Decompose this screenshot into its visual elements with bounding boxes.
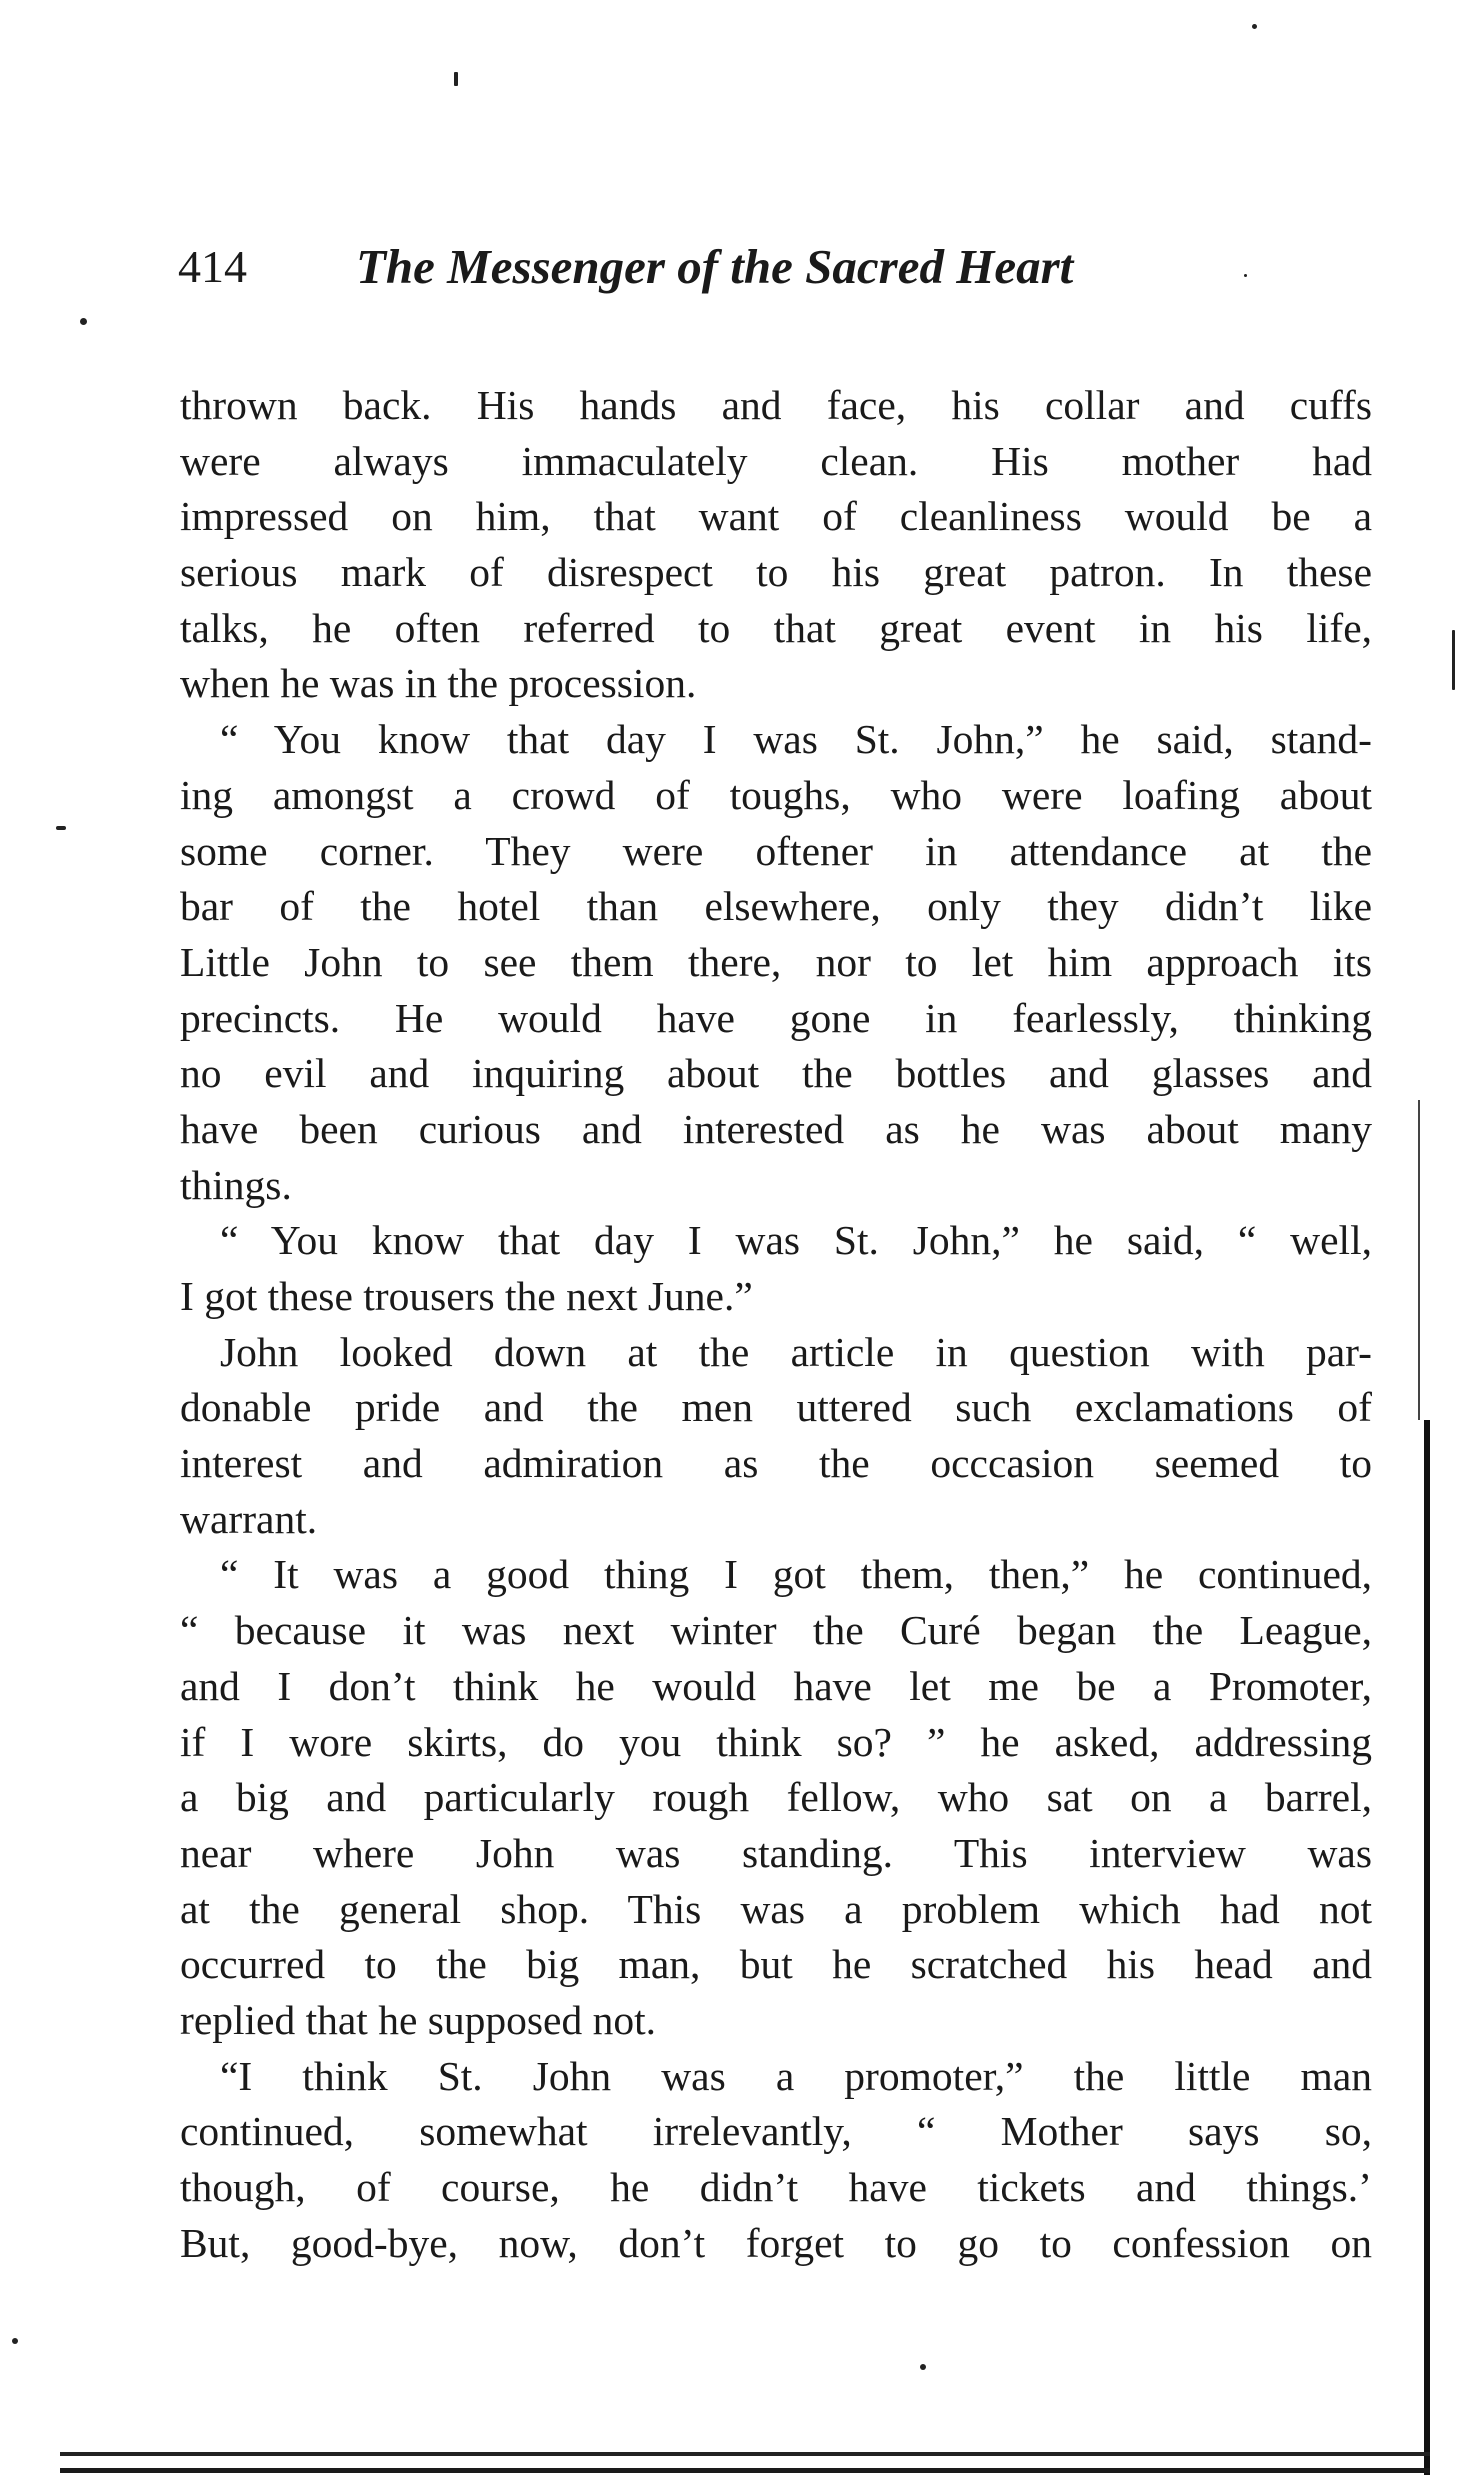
text-line: donable pride and the men uttered such exclamations of	[180, 1384, 1372, 1431]
text-line: occurred to the big man, but he scratched his head and	[180, 1941, 1372, 1988]
text-line: no evil and inquiring about the bottles and glasses and	[180, 1050, 1372, 1097]
text-line: replied that he supposed not.	[180, 1996, 656, 2043]
scan-bottom-edge	[60, 2452, 1430, 2456]
text-line: though, of course, he didn’t have tickets and things.’	[180, 2164, 1372, 2210]
scan-speck	[1252, 24, 1257, 29]
text-line: if I wore skirts, do you think so? ” he asked, addressing	[180, 1718, 1372, 1765]
text-line: near where John was standing. This interview was	[180, 1829, 1372, 1876]
text-line: John looked down at the article in question with par-	[220, 1328, 1372, 1375]
scan-edge-bar	[1424, 1420, 1430, 2475]
text-line: bar of the hotel than elsewhere, only they didn’t like	[180, 883, 1372, 930]
text-line: precincts. He would have gone in fearlessly, thinking	[180, 994, 1372, 1041]
text-line: Little John to see them there, nor to let him approach its	[180, 938, 1372, 985]
text-line: But, good-bye, now, don’t forget to go to confession on	[180, 2219, 1372, 2266]
text-line: continued, somewhat irrelevantly, “ Mother says so,	[180, 2108, 1372, 2155]
scan-speck	[12, 2338, 18, 2344]
scan-speck	[920, 2364, 926, 2370]
text-line: a big and particularly rough fellow, who sat on a barrel,	[180, 1774, 1372, 1821]
text-line: “ You know that day I was St. John,” he said, “ well,	[220, 1217, 1372, 1264]
text-line: ing amongst a crowd of toughs, who were loafing about	[180, 771, 1372, 818]
text-line: things.	[180, 1161, 292, 1208]
scan-bottom-edge-2	[60, 2468, 1430, 2473]
text-line: “ It was a good thing I got them, then,” he continued,	[220, 1551, 1372, 1598]
scan-edge-shadow	[1418, 1100, 1420, 1420]
scan-speck	[454, 72, 458, 86]
text-line: when he was in the procession.	[180, 660, 697, 707]
scan-speck	[1452, 630, 1455, 690]
text-line: some corner. They were oftener in attendance at the	[180, 827, 1372, 874]
scan-speck	[80, 318, 87, 325]
text-line: thrown back. His hands and face, his collar and cuffs	[180, 382, 1372, 428]
page-number: 414	[178, 241, 247, 292]
scan-speck	[1244, 274, 1247, 277]
scan-speck	[56, 826, 66, 830]
body-text	[180, 378, 1372, 2271]
text-line: warrant.	[180, 1495, 318, 1542]
running-title: The Messenger of the Sacred Heart	[356, 239, 1074, 294]
text-line: “I think St. John was a promoter,” the little man	[220, 2052, 1372, 2099]
text-line: and I don’t think he would have let me be a Promoter,	[180, 1662, 1372, 1709]
text-line: “ because it was next winter the Curé began the League,	[180, 1607, 1372, 1654]
text-line: talks, he often referred to that great event in his life,	[180, 604, 1372, 651]
page-header	[178, 232, 1218, 302]
text-line: I got these trousers the next June.”	[180, 1273, 753, 1319]
text-line: interest and admiration as the occcasion seemed to	[180, 1440, 1372, 1487]
text-line: serious mark of disrespect to his great patron. In these	[180, 549, 1372, 596]
text-line: were always immaculately clean. His mother had	[180, 437, 1372, 484]
text-line: “ You know that day I was St. John,” he said, stand-	[220, 716, 1372, 763]
text-line: impressed on him, that want of cleanliness would be a	[180, 493, 1372, 540]
text-line: have been curious and interested as he was about many	[180, 1105, 1372, 1152]
text-line: at the general shop. This was a problem which had not	[180, 1885, 1372, 1932]
